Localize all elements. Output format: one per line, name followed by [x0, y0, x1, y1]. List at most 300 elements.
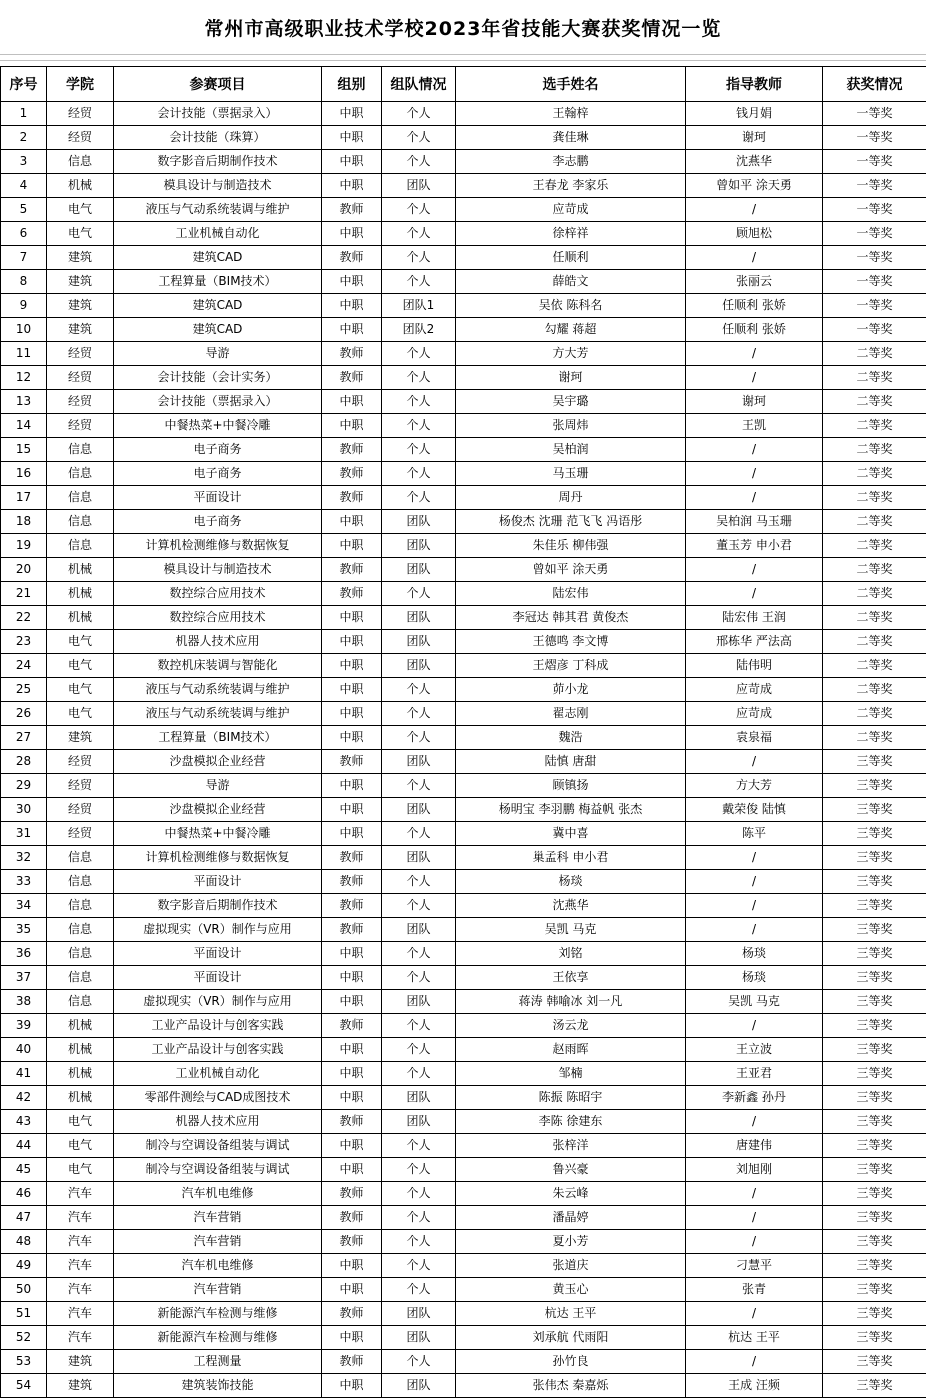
- cell-advisor: 王凯: [686, 414, 823, 438]
- cell-event: 沙盘模拟企业经营: [114, 798, 322, 822]
- cell-team: 个人: [382, 822, 456, 846]
- cell-event: 数字影音后期制作技术: [114, 150, 322, 174]
- cell-contestants: 邹楠: [456, 1062, 686, 1086]
- cell-group: 教师: [322, 1302, 382, 1326]
- cell-contestants: 翟志刚: [456, 702, 686, 726]
- table-row: [1, 510, 926, 534]
- cell-event: 平面设计: [114, 486, 322, 510]
- cell-award: 三等奖: [823, 1182, 926, 1206]
- table-row: [1, 654, 926, 678]
- cell-group: 教师: [322, 918, 382, 942]
- table-row: [1, 990, 926, 1014]
- cell-index: 28: [1, 750, 47, 774]
- table-row: [1, 1134, 926, 1158]
- cell-group: 中职: [322, 966, 382, 990]
- cell-award: 三等奖: [823, 1230, 926, 1254]
- cell-group: 教师: [322, 366, 382, 390]
- cell-team: 个人: [382, 1158, 456, 1182]
- cell-index: 16: [1, 462, 47, 486]
- cell-college: 经贸: [47, 102, 114, 126]
- table-row: [1, 246, 926, 270]
- cell-award: 三等奖: [823, 1158, 926, 1182]
- cell-advisor: 吴柏润 马玉珊: [686, 510, 823, 534]
- cell-advisor: /: [686, 342, 823, 366]
- cell-team: 团队: [382, 606, 456, 630]
- cell-group: 中职: [322, 1062, 382, 1086]
- cell-college: 机械: [47, 1086, 114, 1110]
- table-row: [1, 390, 926, 414]
- cell-group: 中职: [322, 294, 382, 318]
- cell-group: 中职: [322, 1038, 382, 1062]
- cell-event: 中餐热菜+中餐冷雕: [114, 414, 322, 438]
- cell-group: 中职: [322, 150, 382, 174]
- cell-contestants: 朱云峰: [456, 1182, 686, 1206]
- cell-index: 36: [1, 942, 47, 966]
- cell-team: 个人: [382, 150, 456, 174]
- cell-group: 中职: [322, 318, 382, 342]
- cell-group: 中职: [322, 606, 382, 630]
- cell-group: 教师: [322, 1110, 382, 1134]
- cell-team: 个人: [382, 342, 456, 366]
- cell-event: 新能源汽车检测与维修: [114, 1326, 322, 1350]
- cell-index: 7: [1, 246, 47, 270]
- cell-group: 中职: [322, 126, 382, 150]
- cell-contestants: 勾耀 蒋超: [456, 318, 686, 342]
- cell-group: 中职: [322, 174, 382, 198]
- cell-index: 38: [1, 990, 47, 1014]
- cell-award: 三等奖: [823, 798, 926, 822]
- table-row: [1, 1086, 926, 1110]
- cell-index: 21: [1, 582, 47, 606]
- cell-advisor: 曾如平 涂天勇: [686, 174, 823, 198]
- cell-contestants: 王春龙 李家乐: [456, 174, 686, 198]
- cell-team: 个人: [382, 222, 456, 246]
- cell-index: 42: [1, 1086, 47, 1110]
- cell-contestants: 任顺利: [456, 246, 686, 270]
- cell-advisor: /: [686, 246, 823, 270]
- cell-contestants: 顾镇扬: [456, 774, 686, 798]
- cell-contestants: 陆慎 唐甜: [456, 750, 686, 774]
- table-row: [1, 558, 926, 582]
- cell-index: 27: [1, 726, 47, 750]
- cell-team: 团队: [382, 1326, 456, 1350]
- cell-award: 三等奖: [823, 1326, 926, 1350]
- table-row: [1, 966, 926, 990]
- table-row: [1, 270, 926, 294]
- cell-college: 电气: [47, 702, 114, 726]
- cell-contestants: 潘晶婷: [456, 1206, 686, 1230]
- cell-group: 教师: [322, 462, 382, 486]
- cell-index: 20: [1, 558, 47, 582]
- cell-index: 11: [1, 342, 47, 366]
- cell-contestants: 汤云龙: [456, 1014, 686, 1038]
- table-row: [1, 366, 926, 390]
- cell-award: 二等奖: [823, 534, 926, 558]
- cell-award: 一等奖: [823, 318, 926, 342]
- cell-group: 中职: [322, 798, 382, 822]
- table-row: [1, 1182, 926, 1206]
- cell-group: 教师: [322, 1014, 382, 1038]
- cell-team: 个人: [382, 966, 456, 990]
- cell-index: 49: [1, 1254, 47, 1278]
- cell-group: 中职: [322, 510, 382, 534]
- cell-team: 个人: [382, 1350, 456, 1374]
- cell-advisor: 陈平: [686, 822, 823, 846]
- header-cell: 学院: [47, 67, 114, 102]
- cell-event: 汽车机电维修: [114, 1182, 322, 1206]
- cell-contestants: 薛皓文: [456, 270, 686, 294]
- cell-college: 电气: [47, 654, 114, 678]
- cell-team: 个人: [382, 1254, 456, 1278]
- cell-group: 教师: [322, 870, 382, 894]
- cell-advisor: 唐建伟: [686, 1134, 823, 1158]
- cell-contestants: 李志鹏: [456, 150, 686, 174]
- cell-advisor: 任顺利 张娇: [686, 294, 823, 318]
- cell-group: 中职: [322, 222, 382, 246]
- cell-event: 平面设计: [114, 966, 322, 990]
- cell-event: 工业机械自动化: [114, 1062, 322, 1086]
- cell-award: 三等奖: [823, 870, 926, 894]
- cell-advisor: /: [686, 1350, 823, 1374]
- cell-team: 个人: [382, 1038, 456, 1062]
- cell-college: 经贸: [47, 798, 114, 822]
- cell-award: 一等奖: [823, 198, 926, 222]
- table-row: [1, 126, 926, 150]
- cell-team: 团队1: [382, 294, 456, 318]
- cell-college: 电气: [47, 630, 114, 654]
- cell-contestants: 孙竹良: [456, 1350, 686, 1374]
- cell-team: 个人: [382, 1182, 456, 1206]
- cell-contestants: 曾如平 涂天勇: [456, 558, 686, 582]
- cell-college: 建筑: [47, 1374, 114, 1398]
- cell-advisor: /: [686, 846, 823, 870]
- cell-advisor: 谢珂: [686, 390, 823, 414]
- cell-group: 教师: [322, 1206, 382, 1230]
- table-row: [1, 318, 926, 342]
- cell-event: 建筑CAD: [114, 294, 322, 318]
- cell-college: 汽车: [47, 1254, 114, 1278]
- cell-advisor: 应苛成: [686, 678, 823, 702]
- cell-group: 中职: [322, 702, 382, 726]
- cell-contestants: 王依享: [456, 966, 686, 990]
- cell-index: 43: [1, 1110, 47, 1134]
- cell-index: 48: [1, 1230, 47, 1254]
- header-cell: 指导教师: [686, 67, 823, 102]
- cell-team: 个人: [382, 102, 456, 126]
- table-row: [1, 486, 926, 510]
- cell-event: 零部件测绘与CAD成图技术: [114, 1086, 322, 1110]
- table-row: [1, 1254, 926, 1278]
- cell-event: 中餐热菜+中餐冷雕: [114, 822, 322, 846]
- cell-contestants: 夏小芳: [456, 1230, 686, 1254]
- cell-award: 三等奖: [823, 1014, 926, 1038]
- cell-college: 建筑: [47, 294, 114, 318]
- cell-contestants: 谢珂: [456, 366, 686, 390]
- cell-college: 机械: [47, 174, 114, 198]
- cell-group: 教师: [322, 846, 382, 870]
- cell-advisor: 方大芳: [686, 774, 823, 798]
- cell-award: 三等奖: [823, 822, 926, 846]
- table-row: [1, 438, 926, 462]
- table-header-row: [1, 67, 926, 102]
- cell-team: 团队: [382, 1086, 456, 1110]
- cell-team: 个人: [382, 726, 456, 750]
- cell-college: 建筑: [47, 270, 114, 294]
- cell-college: 信息: [47, 990, 114, 1014]
- cell-contestants: 王翰梓: [456, 102, 686, 126]
- cell-contestants: 陈振 陈昭宇: [456, 1086, 686, 1110]
- cell-team: 团队: [382, 174, 456, 198]
- cell-index: 12: [1, 366, 47, 390]
- cell-award: 三等奖: [823, 1134, 926, 1158]
- cell-index: 2: [1, 126, 47, 150]
- cell-college: 建筑: [47, 1350, 114, 1374]
- table-row: [1, 1302, 926, 1326]
- cell-event: 计算机检测维修与数据恢复: [114, 534, 322, 558]
- cell-advisor: 顾旭松: [686, 222, 823, 246]
- cell-college: 机械: [47, 606, 114, 630]
- cell-group: 中职: [322, 1254, 382, 1278]
- cell-group: 中职: [322, 1278, 382, 1302]
- cell-advisor: /: [686, 198, 823, 222]
- cell-college: 信息: [47, 486, 114, 510]
- cell-team: 个人: [382, 198, 456, 222]
- cell-award: 三等奖: [823, 918, 926, 942]
- cell-event: 工程算量（BIM技术）: [114, 726, 322, 750]
- cell-event: 电子商务: [114, 438, 322, 462]
- cell-advisor: /: [686, 558, 823, 582]
- cell-index: 45: [1, 1158, 47, 1182]
- cell-contestants: 黄玉心: [456, 1278, 686, 1302]
- cell-contestants: 刘铭: [456, 942, 686, 966]
- cell-contestants: 张伟杰 秦嘉烁: [456, 1374, 686, 1398]
- table-row: [1, 918, 926, 942]
- cell-event: 制冷与空调设备组装与调试: [114, 1158, 322, 1182]
- cell-index: 37: [1, 966, 47, 990]
- cell-award: 二等奖: [823, 606, 926, 630]
- cell-event: 虚拟现实（VR）制作与应用: [114, 918, 322, 942]
- cell-award: 三等奖: [823, 1062, 926, 1086]
- cell-contestants: 李陈 徐建东: [456, 1110, 686, 1134]
- cell-contestants: 赵雨晖: [456, 1038, 686, 1062]
- cell-group: 教师: [322, 246, 382, 270]
- cell-event: 数字影音后期制作技术: [114, 894, 322, 918]
- cell-advisor: 谢珂: [686, 126, 823, 150]
- cell-award: 三等奖: [823, 1278, 926, 1302]
- cell-contestants: 沈燕华: [456, 894, 686, 918]
- table-row: [1, 102, 926, 126]
- cell-college: 电气: [47, 678, 114, 702]
- table-row: [1, 726, 926, 750]
- cell-event: 工业产品设计与创客实践: [114, 1038, 322, 1062]
- table-row: [1, 798, 926, 822]
- cell-team: 个人: [382, 1230, 456, 1254]
- cell-index: 24: [1, 654, 47, 678]
- cell-group: 教师: [322, 438, 382, 462]
- cell-group: 中职: [322, 534, 382, 558]
- cell-award: 二等奖: [823, 654, 926, 678]
- table-row: [1, 1014, 926, 1038]
- cell-team: 团队: [382, 654, 456, 678]
- cell-event: 平面设计: [114, 942, 322, 966]
- cell-event: 汽车营销: [114, 1278, 322, 1302]
- cell-college: 机械: [47, 582, 114, 606]
- cell-college: 机械: [47, 1038, 114, 1062]
- cell-college: 电气: [47, 1158, 114, 1182]
- table-row: [1, 846, 926, 870]
- cell-index: 26: [1, 702, 47, 726]
- cell-event: 数控综合应用技术: [114, 582, 322, 606]
- cell-college: 经贸: [47, 414, 114, 438]
- cell-team: 个人: [382, 774, 456, 798]
- table-row: [1, 1326, 926, 1350]
- cell-team: 个人: [382, 414, 456, 438]
- cell-award: 二等奖: [823, 630, 926, 654]
- cell-advisor: 沈燕华: [686, 150, 823, 174]
- table-row: [1, 414, 926, 438]
- table-row: [1, 222, 926, 246]
- cell-advisor: /: [686, 1206, 823, 1230]
- table-row: [1, 534, 926, 558]
- cell-contestants: 王德鸣 李文博: [456, 630, 686, 654]
- cell-index: 1: [1, 102, 47, 126]
- cell-advisor: 邢栋华 严法高: [686, 630, 823, 654]
- cell-event: 模具设计与制造技术: [114, 174, 322, 198]
- cell-team: 团队: [382, 918, 456, 942]
- cell-advisor: /: [686, 1302, 823, 1326]
- cell-advisor: /: [686, 582, 823, 606]
- cell-group: 教师: [322, 486, 382, 510]
- cell-group: 中职: [322, 942, 382, 966]
- cell-group: 中职: [322, 1326, 382, 1350]
- cell-contestants: 张周炜: [456, 414, 686, 438]
- cell-award: 三等奖: [823, 966, 926, 990]
- cell-team: 个人: [382, 462, 456, 486]
- cell-team: 个人: [382, 1278, 456, 1302]
- cell-group: 中职: [322, 630, 382, 654]
- header-cell: 选手姓名: [456, 67, 686, 102]
- cell-contestants: 应苛成: [456, 198, 686, 222]
- cell-advisor: 张青: [686, 1278, 823, 1302]
- cell-group: 教师: [322, 750, 382, 774]
- cell-college: 经贸: [47, 822, 114, 846]
- cell-event: 数控机床装调与智能化: [114, 654, 322, 678]
- cell-index: 35: [1, 918, 47, 942]
- table-row: [1, 678, 926, 702]
- table-row: [1, 150, 926, 174]
- table-row: [1, 1206, 926, 1230]
- table-row: [1, 198, 926, 222]
- cell-event: 制冷与空调设备组装与调试: [114, 1134, 322, 1158]
- cell-team: 个人: [382, 438, 456, 462]
- cell-award: 二等奖: [823, 414, 926, 438]
- cell-index: 39: [1, 1014, 47, 1038]
- cell-index: 22: [1, 606, 47, 630]
- cell-index: 32: [1, 846, 47, 870]
- cell-college: 汽车: [47, 1278, 114, 1302]
- cell-index: 9: [1, 294, 47, 318]
- cell-award: 三等奖: [823, 942, 926, 966]
- cell-team: 个人: [382, 246, 456, 270]
- cell-contestants: 茆小龙: [456, 678, 686, 702]
- cell-award: 一等奖: [823, 246, 926, 270]
- cell-contestants: 杨琰: [456, 870, 686, 894]
- cell-event: 电子商务: [114, 510, 322, 534]
- cell-advisor: 李新鑫 孙丹: [686, 1086, 823, 1110]
- cell-group: 中职: [322, 1134, 382, 1158]
- cell-college: 建筑: [47, 318, 114, 342]
- cell-event: 液压与气动系统装调与维护: [114, 702, 322, 726]
- header-cell: 组别: [322, 67, 382, 102]
- cell-event: 汽车营销: [114, 1230, 322, 1254]
- cell-index: 29: [1, 774, 47, 798]
- cell-award: 三等奖: [823, 1086, 926, 1110]
- cell-college: 机械: [47, 558, 114, 582]
- cell-advisor: 杭达 王平: [686, 1326, 823, 1350]
- cell-team: 团队: [382, 1110, 456, 1134]
- cell-group: 教师: [322, 582, 382, 606]
- cell-event: 计算机检测维修与数据恢复: [114, 846, 322, 870]
- cell-index: 6: [1, 222, 47, 246]
- cell-college: 电气: [47, 198, 114, 222]
- cell-award: 三等奖: [823, 894, 926, 918]
- cell-group: 中职: [322, 390, 382, 414]
- cell-advisor: 钱月娟: [686, 102, 823, 126]
- cell-advisor: /: [686, 1182, 823, 1206]
- table-row: [1, 750, 926, 774]
- cell-index: 23: [1, 630, 47, 654]
- cell-index: 34: [1, 894, 47, 918]
- cell-advisor: /: [686, 750, 823, 774]
- cell-advisor: 刘旭刚: [686, 1158, 823, 1182]
- cell-event: 工程算量（BIM技术）: [114, 270, 322, 294]
- cell-group: 中职: [322, 678, 382, 702]
- cell-group: 中职: [322, 414, 382, 438]
- cell-college: 建筑: [47, 246, 114, 270]
- cell-event: 数控综合应用技术: [114, 606, 322, 630]
- cell-college: 信息: [47, 438, 114, 462]
- cell-advisor: 王立波: [686, 1038, 823, 1062]
- cell-team: 个人: [382, 678, 456, 702]
- cell-event: 导游: [114, 774, 322, 798]
- cell-team: 团队: [382, 990, 456, 1014]
- cell-team: 个人: [382, 894, 456, 918]
- table-row: [1, 1374, 926, 1398]
- table-row: [1, 462, 926, 486]
- cell-index: 54: [1, 1374, 47, 1398]
- cell-advisor: 陆伟明: [686, 654, 823, 678]
- awards-table: [0, 66, 926, 1398]
- cell-college: 机械: [47, 1062, 114, 1086]
- cell-award: 三等奖: [823, 1254, 926, 1278]
- cell-contestants: 张梓洋: [456, 1134, 686, 1158]
- cell-contestants: 陆宏伟: [456, 582, 686, 606]
- table-row: [1, 822, 926, 846]
- cell-index: 31: [1, 822, 47, 846]
- cell-award: 二等奖: [823, 438, 926, 462]
- cell-index: 8: [1, 270, 47, 294]
- cell-award: 二等奖: [823, 342, 926, 366]
- cell-advisor: 王成 汪频: [686, 1374, 823, 1398]
- cell-group: 教师: [322, 342, 382, 366]
- cell-advisor: 张丽云: [686, 270, 823, 294]
- cell-award: 二等奖: [823, 702, 926, 726]
- cell-contestants: 龚佳琳: [456, 126, 686, 150]
- cell-index: 44: [1, 1134, 47, 1158]
- cell-team: 团队: [382, 750, 456, 774]
- cell-advisor: /: [686, 870, 823, 894]
- cell-index: 18: [1, 510, 47, 534]
